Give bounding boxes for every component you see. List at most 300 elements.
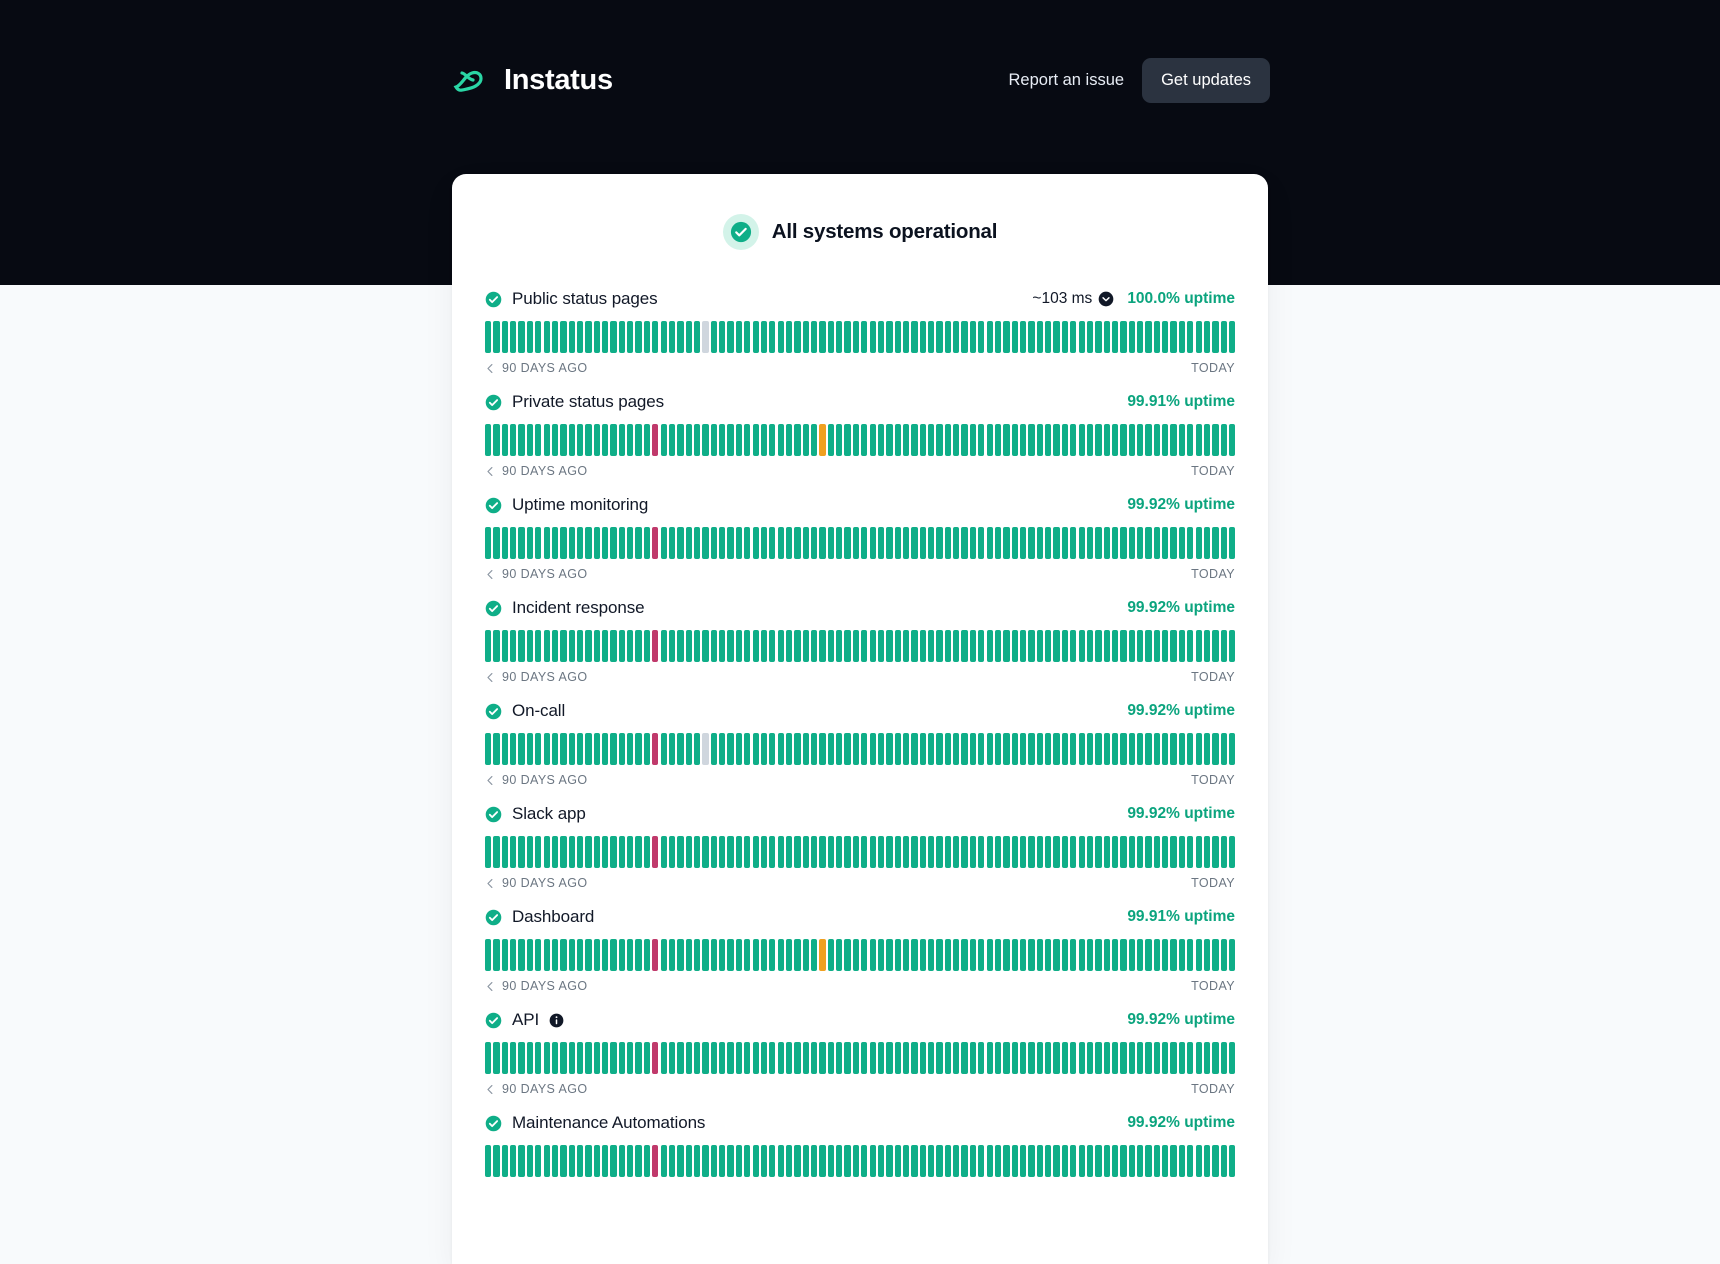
uptime-bar[interactable] xyxy=(1045,939,1051,971)
uptime-bar[interactable] xyxy=(861,1042,867,1074)
uptime-bar[interactable] xyxy=(485,733,491,765)
uptime-bar[interactable] xyxy=(1179,1042,1185,1074)
uptime-bar[interactable] xyxy=(878,424,884,456)
uptime-bar[interactable] xyxy=(1221,1042,1227,1074)
uptime-bar[interactable] xyxy=(627,1042,633,1074)
uptime-bar[interactable] xyxy=(1170,733,1176,765)
uptime-bar[interactable] xyxy=(1204,836,1210,868)
uptime-bar[interactable] xyxy=(544,1145,550,1177)
uptime-bar[interactable] xyxy=(527,1042,533,1074)
uptime-bar[interactable] xyxy=(945,836,951,868)
uptime-bar[interactable] xyxy=(1112,733,1118,765)
uptime-bar[interactable] xyxy=(995,733,1001,765)
uptime-bar[interactable] xyxy=(1179,1145,1185,1177)
uptime-bar[interactable] xyxy=(585,733,591,765)
uptime-bar[interactable] xyxy=(577,1145,583,1177)
uptime-bar[interactable] xyxy=(585,836,591,868)
uptime-bar[interactable] xyxy=(920,424,926,456)
uptime-bar[interactable] xyxy=(1079,733,1085,765)
uptime-bar[interactable] xyxy=(1012,424,1018,456)
uptime-bar[interactable] xyxy=(702,630,708,662)
uptime-bar[interactable] xyxy=(911,1042,917,1074)
uptime-bar[interactable] xyxy=(485,630,491,662)
uptime-bar[interactable] xyxy=(602,527,608,559)
uptime-bar[interactable] xyxy=(987,939,993,971)
uptime-bar[interactable] xyxy=(1229,939,1235,971)
uptime-bar[interactable] xyxy=(836,527,842,559)
uptime-bar[interactable] xyxy=(1179,424,1185,456)
uptime-bar[interactable] xyxy=(1187,836,1193,868)
uptime-bar[interactable] xyxy=(786,424,792,456)
uptime-bar[interactable] xyxy=(1204,424,1210,456)
uptime-bar[interactable] xyxy=(945,424,951,456)
uptime-bar[interactable] xyxy=(1112,527,1118,559)
uptime-bar[interactable] xyxy=(886,630,892,662)
uptime-bar[interactable] xyxy=(853,1042,859,1074)
uptime-bar[interactable] xyxy=(1212,321,1218,353)
uptime-bar[interactable] xyxy=(1187,630,1193,662)
uptime-bar[interactable] xyxy=(803,321,809,353)
uptime-bar[interactable] xyxy=(1012,1042,1018,1074)
uptime-bar[interactable] xyxy=(569,321,575,353)
uptime-bar[interactable] xyxy=(936,836,942,868)
uptime-bar[interactable] xyxy=(819,836,825,868)
uptime-bar[interactable] xyxy=(1170,939,1176,971)
uptime-bar[interactable] xyxy=(886,939,892,971)
uptime-bar[interactable] xyxy=(953,1042,959,1074)
uptime-bar[interactable] xyxy=(1154,1145,1160,1177)
uptime-bar[interactable] xyxy=(1162,1042,1168,1074)
uptime-bar[interactable] xyxy=(544,836,550,868)
uptime-bar[interactable] xyxy=(711,939,717,971)
uptime-bar[interactable] xyxy=(552,527,558,559)
uptime-bar[interactable] xyxy=(736,1145,742,1177)
uptime-bar[interactable] xyxy=(928,939,934,971)
uptime-bar[interactable] xyxy=(1120,733,1126,765)
uptime-bar[interactable] xyxy=(811,527,817,559)
uptime-bar[interactable] xyxy=(761,939,767,971)
uptime-bar[interactable] xyxy=(853,630,859,662)
uptime-bar[interactable] xyxy=(978,1042,984,1074)
uptime-bar[interactable] xyxy=(1079,939,1085,971)
uptime-bar[interactable] xyxy=(485,527,491,559)
uptime-bar[interactable] xyxy=(1120,1042,1126,1074)
uptime-bar[interactable] xyxy=(619,1145,625,1177)
uptime-bar[interactable] xyxy=(610,527,616,559)
uptime-bar[interactable] xyxy=(811,630,817,662)
uptime-bar[interactable] xyxy=(1221,1145,1227,1177)
scale-start[interactable] xyxy=(485,464,587,478)
uptime-bar[interactable] xyxy=(1020,1145,1026,1177)
uptime-bar[interactable] xyxy=(1145,1145,1151,1177)
uptime-bar[interactable] xyxy=(1170,1042,1176,1074)
uptime-bar[interactable] xyxy=(594,630,600,662)
uptime-bar[interactable] xyxy=(895,939,901,971)
uptime-bar[interactable] xyxy=(1037,836,1043,868)
uptime-bar[interactable] xyxy=(995,424,1001,456)
uptime-bar[interactable] xyxy=(610,939,616,971)
uptime-bar[interactable] xyxy=(769,630,775,662)
uptime-bar[interactable] xyxy=(585,1042,591,1074)
uptime-bar[interactable] xyxy=(1053,630,1059,662)
uptime-bar[interactable] xyxy=(652,424,658,456)
uptime-bar[interactable] xyxy=(761,424,767,456)
uptime-bar[interactable] xyxy=(1179,733,1185,765)
uptime-bar[interactable] xyxy=(953,733,959,765)
scale-start[interactable] xyxy=(485,361,587,375)
uptime-bar[interactable] xyxy=(1003,424,1009,456)
uptime-bar[interactable] xyxy=(911,939,917,971)
uptime-bar[interactable] xyxy=(861,1145,867,1177)
uptime-bar[interactable] xyxy=(953,939,959,971)
uptime-bar[interactable] xyxy=(635,1145,641,1177)
uptime-bar[interactable] xyxy=(594,424,600,456)
uptime-bar[interactable] xyxy=(677,733,683,765)
uptime-bar[interactable] xyxy=(1112,939,1118,971)
uptime-bar[interactable] xyxy=(602,939,608,971)
uptime-bar[interactable] xyxy=(552,424,558,456)
chevron-down-icon[interactable] xyxy=(1098,291,1114,307)
uptime-bar[interactable] xyxy=(1045,630,1051,662)
uptime-bar[interactable] xyxy=(1095,939,1101,971)
uptime-bar[interactable] xyxy=(702,733,708,765)
uptime-bar[interactable] xyxy=(493,733,499,765)
uptime-bar[interactable] xyxy=(544,321,550,353)
uptime-bar[interactable] xyxy=(761,836,767,868)
uptime-bar[interactable] xyxy=(1179,939,1185,971)
uptime-bar[interactable] xyxy=(995,527,1001,559)
uptime-bar[interactable] xyxy=(502,424,508,456)
uptime-bar[interactable] xyxy=(560,424,566,456)
uptime-bar[interactable] xyxy=(1162,321,1168,353)
uptime-bar[interactable] xyxy=(569,630,575,662)
uptime-bar[interactable] xyxy=(1187,1145,1193,1177)
uptime-bar[interactable] xyxy=(844,321,850,353)
uptime-bar[interactable] xyxy=(560,1042,566,1074)
uptime-bar[interactable] xyxy=(853,1145,859,1177)
uptime-bar[interactable] xyxy=(945,939,951,971)
uptime-bar[interactable] xyxy=(1053,1042,1059,1074)
uptime-bar[interactable] xyxy=(485,1042,491,1074)
uptime-bar[interactable] xyxy=(870,733,876,765)
uptime-bar[interactable] xyxy=(1179,630,1185,662)
uptime-bar[interactable] xyxy=(769,836,775,868)
uptime-bar[interactable] xyxy=(1012,939,1018,971)
uptime-bar[interactable] xyxy=(502,939,508,971)
uptime-bar[interactable] xyxy=(978,527,984,559)
uptime-bar[interactable] xyxy=(669,630,675,662)
uptime-bar[interactable] xyxy=(886,1145,892,1177)
uptime-bar[interactable] xyxy=(635,527,641,559)
uptime-bar[interactable] xyxy=(769,424,775,456)
uptime-bar[interactable] xyxy=(619,939,625,971)
uptime-bar[interactable] xyxy=(903,836,909,868)
uptime-bar[interactable] xyxy=(1129,836,1135,868)
uptime-bar[interactable] xyxy=(920,527,926,559)
uptime-bar[interactable] xyxy=(485,321,491,353)
uptime-bar[interactable] xyxy=(744,630,750,662)
uptime-bar[interactable] xyxy=(1095,527,1101,559)
uptime-bar[interactable] xyxy=(1112,630,1118,662)
uptime-bar[interactable] xyxy=(518,1145,524,1177)
uptime-bar[interactable] xyxy=(1104,1042,1110,1074)
uptime-bar[interactable] xyxy=(1045,321,1051,353)
uptime-bar[interactable] xyxy=(652,836,658,868)
uptime-bar[interactable] xyxy=(786,630,792,662)
uptime-bar[interactable] xyxy=(544,733,550,765)
uptime-bar[interactable] xyxy=(702,1042,708,1074)
uptime-bar[interactable] xyxy=(736,733,742,765)
uptime-bar[interactable] xyxy=(828,836,834,868)
uptime-bar[interactable] xyxy=(1221,939,1227,971)
uptime-bar[interactable] xyxy=(1196,1145,1202,1177)
uptime-bar[interactable] xyxy=(1120,630,1126,662)
uptime-bar[interactable] xyxy=(1204,321,1210,353)
uptime-bar[interactable] xyxy=(677,630,683,662)
uptime-bar[interactable] xyxy=(544,527,550,559)
uptime-bar[interactable] xyxy=(493,630,499,662)
uptime-bar[interactable] xyxy=(619,424,625,456)
uptime-bar[interactable] xyxy=(761,1145,767,1177)
uptime-bar[interactable] xyxy=(995,630,1001,662)
uptime-bar[interactable] xyxy=(870,321,876,353)
uptime-bar[interactable] xyxy=(686,630,692,662)
uptime-bar[interactable] xyxy=(1095,630,1101,662)
uptime-bar[interactable] xyxy=(1204,1145,1210,1177)
uptime-bar[interactable] xyxy=(1129,1145,1135,1177)
uptime-bar[interactable] xyxy=(594,733,600,765)
uptime-bar[interactable] xyxy=(861,733,867,765)
uptime-bar[interactable] xyxy=(594,1145,600,1177)
uptime-bar[interactable] xyxy=(1045,1042,1051,1074)
uptime-bar[interactable] xyxy=(1003,836,1009,868)
uptime-bar[interactable] xyxy=(1003,321,1009,353)
uptime-bar[interactable] xyxy=(510,939,516,971)
uptime-bar[interactable] xyxy=(1170,836,1176,868)
uptime-bar[interactable] xyxy=(1012,527,1018,559)
scale-start[interactable] xyxy=(485,979,587,993)
uptime-bar[interactable] xyxy=(911,733,917,765)
latency-value[interactable] xyxy=(1032,290,1114,308)
uptime-bar[interactable] xyxy=(753,321,759,353)
chevron-left-icon[interactable] xyxy=(485,981,496,992)
uptime-bar[interactable] xyxy=(535,424,541,456)
chevron-left-icon[interactable] xyxy=(485,363,496,374)
uptime-bar[interactable] xyxy=(727,527,733,559)
uptime-bar[interactable] xyxy=(736,527,742,559)
uptime-bar[interactable] xyxy=(502,321,508,353)
uptime-bar[interactable] xyxy=(686,1145,692,1177)
uptime-bar[interactable] xyxy=(1087,527,1093,559)
uptime-bar[interactable] xyxy=(1221,836,1227,868)
uptime-bar[interactable] xyxy=(1087,939,1093,971)
uptime-bar[interactable] xyxy=(1070,321,1076,353)
uptime-bar[interactable] xyxy=(953,1145,959,1177)
uptime-bar[interactable] xyxy=(1079,1042,1085,1074)
uptime-bar[interactable] xyxy=(1095,836,1101,868)
uptime-bar[interactable] xyxy=(819,424,825,456)
scale-start[interactable] xyxy=(485,670,587,684)
uptime-bar[interactable] xyxy=(1028,424,1034,456)
uptime-bar[interactable] xyxy=(1079,836,1085,868)
uptime-bar[interactable] xyxy=(652,630,658,662)
uptime-bar[interactable] xyxy=(769,527,775,559)
uptime-bar[interactable] xyxy=(903,733,909,765)
uptime-bar[interactable] xyxy=(711,733,717,765)
uptime-bar[interactable] xyxy=(535,1042,541,1074)
uptime-bar[interactable] xyxy=(794,836,800,868)
uptime-bar[interactable] xyxy=(535,630,541,662)
uptime-bar[interactable] xyxy=(510,836,516,868)
uptime-bar[interactable] xyxy=(970,424,976,456)
chevron-left-icon[interactable] xyxy=(485,569,496,580)
uptime-bar[interactable] xyxy=(736,939,742,971)
uptime-bar[interactable] xyxy=(669,733,675,765)
uptime-bar[interactable] xyxy=(928,733,934,765)
uptime-bar[interactable] xyxy=(819,321,825,353)
uptime-bar[interactable] xyxy=(1212,836,1218,868)
uptime-bar[interactable] xyxy=(828,939,834,971)
uptime-bar[interactable] xyxy=(836,321,842,353)
chevron-left-icon[interactable] xyxy=(485,672,496,683)
uptime-bar[interactable] xyxy=(552,630,558,662)
uptime-bar[interactable] xyxy=(811,321,817,353)
uptime-bar[interactable] xyxy=(594,836,600,868)
uptime-bar[interactable] xyxy=(1145,1042,1151,1074)
uptime-bar[interactable] xyxy=(510,1042,516,1074)
uptime-bar[interactable] xyxy=(510,630,516,662)
uptime-bar[interactable] xyxy=(669,939,675,971)
uptime-bar[interactable] xyxy=(1037,1145,1043,1177)
uptime-bar[interactable] xyxy=(544,939,550,971)
uptime-bar[interactable] xyxy=(510,733,516,765)
uptime-bar[interactable] xyxy=(1187,733,1193,765)
uptime-bar[interactable] xyxy=(1145,630,1151,662)
uptime-bar[interactable] xyxy=(895,424,901,456)
uptime-bar[interactable] xyxy=(1095,321,1101,353)
uptime-bar[interactable] xyxy=(945,733,951,765)
uptime-bar[interactable] xyxy=(811,1042,817,1074)
uptime-bar[interactable] xyxy=(1045,424,1051,456)
uptime-bar[interactable] xyxy=(560,527,566,559)
uptime-bar[interactable] xyxy=(1212,733,1218,765)
uptime-bar[interactable] xyxy=(669,424,675,456)
uptime-bar[interactable] xyxy=(778,1042,784,1074)
uptime-bar[interactable] xyxy=(635,733,641,765)
uptime-bar[interactable] xyxy=(1104,527,1110,559)
uptime-bar[interactable] xyxy=(1104,630,1110,662)
uptime-bar[interactable] xyxy=(1028,836,1034,868)
uptime-bar[interactable] xyxy=(878,321,884,353)
uptime-bar[interactable] xyxy=(936,1042,942,1074)
uptime-bar[interactable] xyxy=(753,836,759,868)
uptime-bar[interactable] xyxy=(1154,630,1160,662)
uptime-bar[interactable] xyxy=(627,733,633,765)
uptime-bar[interactable] xyxy=(1104,733,1110,765)
uptime-bar[interactable] xyxy=(753,1042,759,1074)
uptime-bar[interactable] xyxy=(1137,527,1143,559)
uptime-bar[interactable] xyxy=(1229,1042,1235,1074)
uptime-bar[interactable] xyxy=(602,321,608,353)
uptime-bar[interactable] xyxy=(1104,836,1110,868)
uptime-bar[interactable] xyxy=(1212,630,1218,662)
uptime-bar[interactable] xyxy=(1087,321,1093,353)
scale-start[interactable] xyxy=(485,773,587,787)
uptime-bar[interactable] xyxy=(644,836,650,868)
uptime-bar[interactable] xyxy=(1179,321,1185,353)
uptime-bar[interactable] xyxy=(1145,527,1151,559)
uptime-bar[interactable] xyxy=(945,321,951,353)
uptime-bar[interactable] xyxy=(485,1145,491,1177)
uptime-bar[interactable] xyxy=(803,527,809,559)
uptime-bar[interactable] xyxy=(652,939,658,971)
uptime-bar[interactable] xyxy=(694,424,700,456)
uptime-bar[interactable] xyxy=(1204,733,1210,765)
uptime-bar[interactable] xyxy=(661,424,667,456)
uptime-bar[interactable] xyxy=(778,321,784,353)
uptime-bar[interactable] xyxy=(1145,836,1151,868)
uptime-bar[interactable] xyxy=(895,836,901,868)
uptime-bar[interactable] xyxy=(920,321,926,353)
uptime-bar[interactable] xyxy=(719,527,725,559)
uptime-bar[interactable] xyxy=(1079,527,1085,559)
uptime-bar[interactable] xyxy=(753,527,759,559)
uptime-bar[interactable] xyxy=(644,1145,650,1177)
uptime-bar[interactable] xyxy=(744,321,750,353)
uptime-bar[interactable] xyxy=(635,424,641,456)
chevron-left-icon[interactable] xyxy=(485,466,496,477)
uptime-bar[interactable] xyxy=(769,321,775,353)
uptime-bar[interactable] xyxy=(895,1145,901,1177)
uptime-bar[interactable] xyxy=(1212,939,1218,971)
uptime-bar[interactable] xyxy=(1012,1145,1018,1177)
uptime-bar[interactable] xyxy=(1053,527,1059,559)
uptime-bar[interactable] xyxy=(878,939,884,971)
uptime-bar[interactable] xyxy=(602,836,608,868)
uptime-bar[interactable] xyxy=(602,1042,608,1074)
uptime-bar[interactable] xyxy=(961,939,967,971)
uptime-bar[interactable] xyxy=(702,527,708,559)
uptime-bar[interactable] xyxy=(1070,1145,1076,1177)
uptime-bar[interactable] xyxy=(686,733,692,765)
uptime-bar[interactable] xyxy=(978,836,984,868)
uptime-bar[interactable] xyxy=(1196,321,1202,353)
uptime-bar[interactable] xyxy=(1037,1042,1043,1074)
uptime-bar[interactable] xyxy=(535,939,541,971)
uptime-bar[interactable] xyxy=(502,836,508,868)
uptime-bar[interactable] xyxy=(878,836,884,868)
uptime-bar[interactable] xyxy=(886,424,892,456)
brand[interactable] xyxy=(450,61,613,101)
uptime-bar[interactable] xyxy=(1020,527,1026,559)
uptime-bar[interactable] xyxy=(978,321,984,353)
uptime-bar[interactable] xyxy=(978,1145,984,1177)
uptime-bar[interactable] xyxy=(694,321,700,353)
uptime-bar[interactable] xyxy=(1003,939,1009,971)
uptime-bar[interactable] xyxy=(560,1145,566,1177)
uptime-bar[interactable] xyxy=(744,424,750,456)
uptime-bar[interactable] xyxy=(769,733,775,765)
uptime-bar[interactable] xyxy=(1120,527,1126,559)
uptime-bar[interactable] xyxy=(1053,1145,1059,1177)
uptime-bar[interactable] xyxy=(1095,424,1101,456)
uptime-bar[interactable] xyxy=(803,630,809,662)
uptime-bar[interactable] xyxy=(644,424,650,456)
uptime-bar[interactable] xyxy=(878,527,884,559)
uptime-bar[interactable] xyxy=(702,836,708,868)
uptime-bar[interactable] xyxy=(836,1042,842,1074)
uptime-bar[interactable] xyxy=(1070,939,1076,971)
